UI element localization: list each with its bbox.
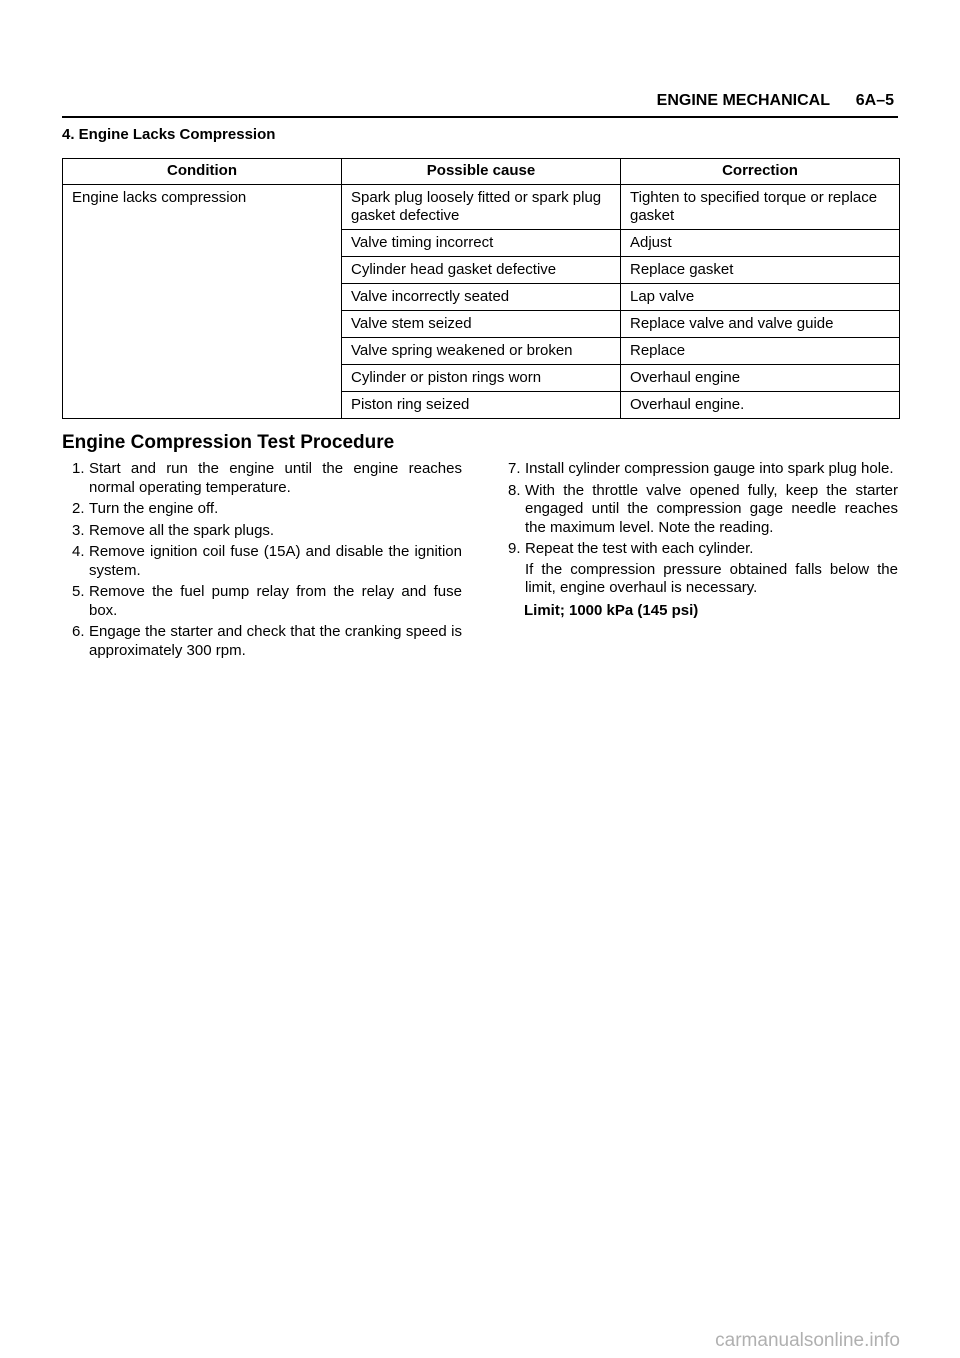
correction-cell: Lap valve — [621, 284, 900, 311]
cause-cell: Cylinder head gasket defective — [342, 257, 621, 284]
step-number: 1. — [72, 460, 85, 477]
step-text: Repeat the test with each cylinder. — [525, 540, 754, 557]
step-note: If the compression pressure obtained falls below the limit, engine overhaul is necessary. — [525, 560, 898, 596]
condition-cell: Engine lacks compression — [63, 185, 342, 419]
step-number: 6. — [72, 623, 85, 640]
page-header — [62, 90, 898, 118]
procedure-left-column — [62, 460, 462, 663]
step-number: 4. — [72, 543, 85, 560]
procedure-step — [62, 583, 462, 620]
limit-spec: Limit; 1000 kPa (145 psi) — [524, 601, 699, 619]
correction-cell: Replace gasket — [621, 257, 900, 284]
procedure-step — [62, 522, 462, 541]
step-text: Remove ignition coil fuse (15A) and disable the ignition system. — [89, 543, 462, 579]
step-number: 7. — [508, 460, 521, 477]
cause-cell: Valve timing incorrect — [342, 230, 621, 257]
step-number: 2. — [72, 500, 85, 517]
procedure-right-column — [498, 460, 898, 620]
table-row — [63, 185, 900, 230]
step-number: 5. — [72, 583, 85, 600]
watermark: carmanualsonline.info — [715, 1330, 900, 1351]
step-text: With the throttle valve opened fully, keep the starter engaged until the compression gage needle reaches the maximum level. Note the reading. — [525, 481, 898, 536]
step-text: Remove all the spark plugs. — [89, 521, 275, 539]
cause-cell: Cylinder or piston rings worn — [342, 365, 621, 392]
correction-cell: Overhaul engine. — [621, 392, 900, 419]
subsection-title: 4. Engine Lacks Compression — [62, 126, 276, 143]
step-number: 9. — [508, 540, 521, 557]
column-header-cause: Possible cause — [342, 159, 621, 185]
cause-cell: Piston ring seized — [342, 392, 621, 419]
column-header-correction: Correction — [621, 159, 900, 185]
procedure-step — [62, 500, 462, 519]
page-number: 6A–5 — [855, 92, 894, 109]
procedure-step — [62, 543, 462, 580]
step-text: Start and run the engine until the engine reaches normal operating temperature. — [89, 460, 462, 496]
cause-cell: Spark plug loosely fitted or spark plug gasket defective — [342, 185, 621, 230]
section-title: ENGINE MECHANICAL — [656, 92, 830, 109]
procedure-step — [62, 623, 462, 660]
procedure-step — [498, 460, 898, 479]
procedure-step — [498, 540, 898, 598]
procedure-title: Engine Compression Test Procedure — [62, 432, 395, 453]
procedure-step — [498, 482, 898, 538]
column-header-condition: Condition — [63, 159, 342, 185]
correction-cell: Adjust — [621, 230, 900, 257]
step-text: Remove the fuel pump relay from the relay and fuse box. — [89, 583, 462, 619]
step-number: 8. — [508, 481, 521, 499]
cause-cell: Valve incorrectly seated — [342, 284, 621, 311]
step-text: Install cylinder compression gauge into spark plug hole. — [525, 460, 894, 477]
table-header-row — [63, 159, 900, 185]
cause-cell: Valve spring weakened or broken — [342, 338, 621, 365]
step-text: Turn the engine off. — [89, 500, 219, 517]
cause-cell: Valve stem seized — [342, 311, 621, 338]
correction-cell: Replace valve and valve guide — [621, 311, 900, 338]
troubleshooting-table — [62, 158, 900, 419]
step-text: Engage the starter and check that the cranking speed is approximately 300 rpm. — [89, 623, 462, 659]
correction-cell: Overhaul engine — [621, 365, 900, 392]
step-number: 3. — [72, 521, 85, 539]
correction-cell: Replace — [621, 338, 900, 365]
procedure-step — [62, 460, 462, 497]
correction-cell: Tighten to specified torque or replace gasket — [621, 185, 900, 230]
